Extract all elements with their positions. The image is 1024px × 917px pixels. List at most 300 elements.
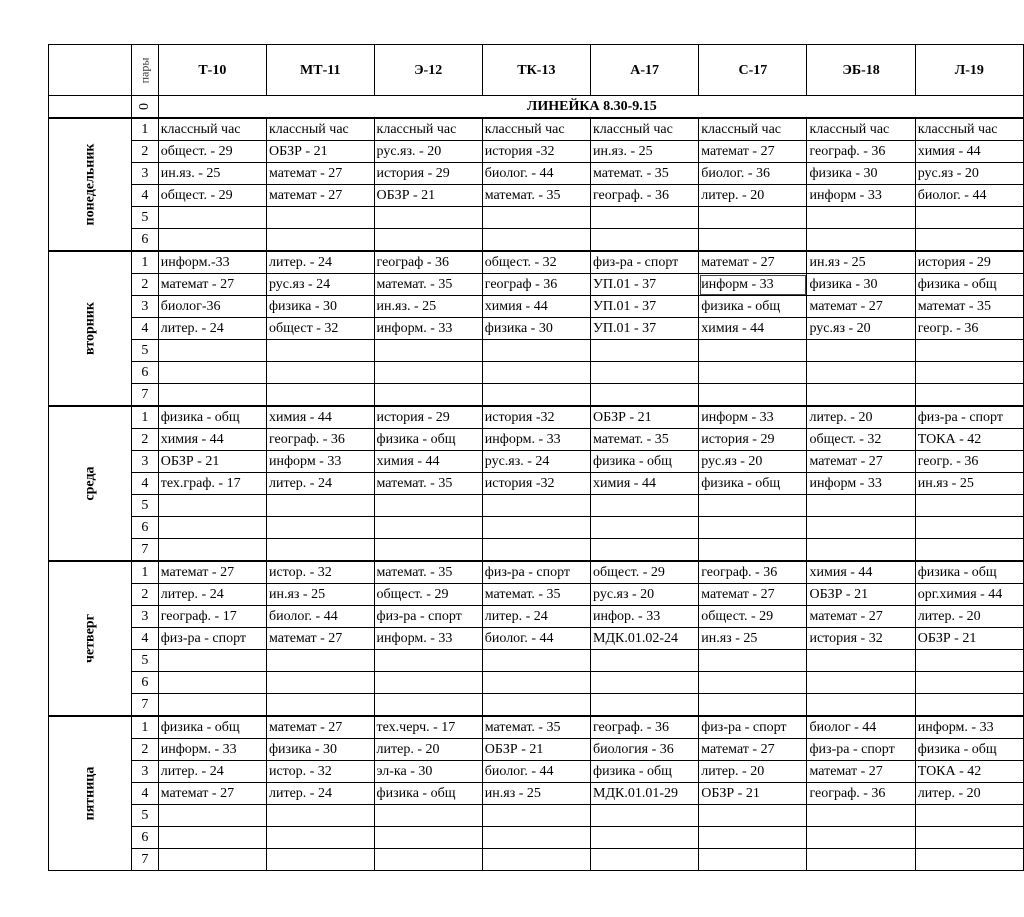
lesson-cell[interactable]	[915, 827, 1023, 849]
lesson-cell[interactable]	[374, 650, 482, 672]
lesson-cell[interactable]	[807, 384, 915, 407]
lesson-cell[interactable]	[266, 517, 374, 539]
lesson-cell[interactable]: математ - 27	[158, 561, 266, 584]
lesson-cell[interactable]	[158, 340, 266, 362]
lesson-cell[interactable]: математ. - 35	[374, 561, 482, 584]
lesson-cell[interactable]: биолог. - 44	[482, 163, 590, 185]
lesson-cell[interactable]: геогр. - 36	[915, 318, 1023, 340]
lesson-cell[interactable]	[807, 650, 915, 672]
lesson-cell[interactable]: ОБЗР - 21	[699, 783, 807, 805]
lesson-cell[interactable]	[591, 672, 699, 694]
lesson-cell[interactable]	[266, 362, 374, 384]
lesson-cell[interactable]	[482, 827, 590, 849]
lesson-cell[interactable]	[482, 495, 590, 517]
lesson-cell[interactable]: физика - общ	[915, 561, 1023, 584]
lesson-cell[interactable]	[591, 650, 699, 672]
lesson-cell[interactable]: литер. - 24	[158, 318, 266, 340]
lesson-cell[interactable]: биология - 36	[591, 739, 699, 761]
lesson-cell[interactable]: географ. - 36	[591, 716, 699, 739]
lesson-cell[interactable]: физика - общ	[591, 761, 699, 783]
lesson-cell[interactable]: литер. - 20	[374, 739, 482, 761]
lesson-cell[interactable]: тех.граф. - 17	[158, 473, 266, 495]
lesson-cell[interactable]: ОБЗР - 21	[591, 406, 699, 429]
lesson-cell[interactable]	[374, 340, 482, 362]
lesson-cell[interactable]: история - 29	[374, 406, 482, 429]
lesson-cell[interactable]: литер. - 24	[266, 783, 374, 805]
lesson-cell[interactable]: классный час	[158, 118, 266, 141]
lesson-cell[interactable]: история - 29	[374, 163, 482, 185]
lesson-cell[interactable]	[915, 694, 1023, 717]
lesson-cell[interactable]: математ - 27	[807, 451, 915, 473]
lesson-cell[interactable]	[266, 340, 374, 362]
lesson-cell[interactable]	[158, 384, 266, 407]
lesson-cell[interactable]: физика - общ	[591, 451, 699, 473]
group-header[interactable]: Л-19	[915, 45, 1023, 96]
lesson-cell[interactable]	[807, 805, 915, 827]
lesson-cell[interactable]: математ - 27	[699, 739, 807, 761]
lesson-cell[interactable]	[374, 539, 482, 562]
lesson-cell[interactable]: классный час	[266, 118, 374, 141]
lesson-cell[interactable]: математ. - 35	[482, 185, 590, 207]
lesson-cell[interactable]: классный час	[807, 118, 915, 141]
lesson-cell[interactable]	[591, 229, 699, 252]
lesson-cell[interactable]	[915, 672, 1023, 694]
lesson-cell[interactable]	[158, 362, 266, 384]
lesson-cell[interactable]	[374, 827, 482, 849]
lesson-cell[interactable]	[266, 827, 374, 849]
lesson-cell[interactable]	[158, 805, 266, 827]
lesson-cell[interactable]	[915, 207, 1023, 229]
lesson-cell[interactable]: математ. - 35	[591, 163, 699, 185]
lesson-cell[interactable]: биолог. - 44	[482, 761, 590, 783]
lesson-cell[interactable]: географ - 36	[482, 274, 590, 296]
lesson-cell[interactable]: геогр. - 36	[915, 451, 1023, 473]
lesson-cell[interactable]: физика - общ	[158, 716, 266, 739]
lesson-cell[interactable]: ин.яз. - 25	[374, 296, 482, 318]
lesson-cell[interactable]	[482, 849, 590, 871]
lesson-cell[interactable]: литер. - 24	[266, 473, 374, 495]
lesson-cell[interactable]: литер. - 24	[158, 761, 266, 783]
group-header[interactable]: С-17	[699, 45, 807, 96]
lesson-cell[interactable]	[158, 229, 266, 252]
lesson-cell[interactable]	[158, 827, 266, 849]
lesson-cell[interactable]: биолог. - 36	[699, 163, 807, 185]
lesson-cell[interactable]	[699, 694, 807, 717]
lesson-cell[interactable]	[266, 495, 374, 517]
lesson-cell[interactable]: информ.-33	[158, 251, 266, 274]
lesson-cell[interactable]: химия - 44	[915, 141, 1023, 163]
assembly-title[interactable]: ЛИНЕЙКА 8.30-9.15	[158, 96, 1023, 119]
lesson-cell[interactable]	[807, 694, 915, 717]
lesson-cell[interactable]	[374, 517, 482, 539]
lesson-row	[49, 473, 1024, 495]
lesson-cell[interactable]: общест. - 29	[699, 606, 807, 628]
lesson-cell[interactable]: информ - 33	[807, 473, 915, 495]
lesson-cell[interactable]: рус.яз - 20	[699, 451, 807, 473]
lesson-cell[interactable]: физика - 30	[266, 739, 374, 761]
lesson-cell[interactable]	[699, 650, 807, 672]
lesson-cell[interactable]	[699, 539, 807, 562]
lesson-cell[interactable]	[591, 340, 699, 362]
lesson-cell[interactable]	[591, 207, 699, 229]
lesson-cell[interactable]: химия - 44	[266, 406, 374, 429]
lesson-row	[49, 584, 1024, 606]
lesson-cell[interactable]: литер. - 24	[266, 251, 374, 274]
lesson-cell[interactable]	[482, 340, 590, 362]
lesson-cell[interactable]: ОБЗР - 21	[374, 185, 482, 207]
lesson-cell[interactable]: рус.яз - 24	[266, 274, 374, 296]
lesson-cell[interactable]: общест. - 32	[807, 429, 915, 451]
lesson-cell[interactable]: географ. - 36	[807, 783, 915, 805]
lesson-cell[interactable]: географ. - 36	[591, 185, 699, 207]
lesson-cell[interactable]: литер. - 24	[482, 606, 590, 628]
period-number: 4	[131, 783, 158, 805]
lesson-cell[interactable]: математ - 27	[699, 141, 807, 163]
lesson-row	[49, 207, 1024, 229]
lesson-cell[interactable]	[915, 340, 1023, 362]
lesson-cell[interactable]	[158, 672, 266, 694]
lesson-cell[interactable]	[266, 805, 374, 827]
lesson-cell[interactable]	[591, 694, 699, 717]
lesson-cell[interactable]: физика - общ	[699, 473, 807, 495]
lesson-cell[interactable]: ин.яз - 25	[915, 473, 1023, 495]
lesson-cell[interactable]	[266, 694, 374, 717]
lesson-cell[interactable]: математ - 27	[158, 783, 266, 805]
lesson-cell[interactable]: географ. - 36	[807, 141, 915, 163]
lesson-cell[interactable]	[699, 384, 807, 407]
lesson-cell[interactable]	[807, 849, 915, 871]
lesson-cell[interactable]	[591, 362, 699, 384]
lesson-cell[interactable]: классный час	[482, 118, 590, 141]
lesson-cell[interactable]: ОБЗР - 21	[915, 628, 1023, 650]
lesson-cell[interactable]	[482, 650, 590, 672]
lesson-cell[interactable]	[266, 849, 374, 871]
lesson-cell[interactable]: литер. - 20	[915, 783, 1023, 805]
lesson-cell[interactable]: физика - 30	[482, 318, 590, 340]
group-header[interactable]: Э-12	[374, 45, 482, 96]
lesson-cell[interactable]: информ - 33	[699, 406, 807, 429]
period-number: 5	[131, 340, 158, 362]
lesson-cell[interactable]	[807, 340, 915, 362]
lesson-cell[interactable]: физика - общ	[374, 429, 482, 451]
lesson-cell[interactable]: физ-ра - спорт	[915, 406, 1023, 429]
lesson-cell[interactable]: история - 29	[915, 251, 1023, 274]
lesson-cell[interactable]	[807, 539, 915, 562]
lesson-cell[interactable]: история - 32	[807, 628, 915, 650]
lesson-cell[interactable]: биолог - 44	[807, 716, 915, 739]
lesson-cell[interactable]: математ - 27	[807, 761, 915, 783]
lesson-cell[interactable]: ин.яз. - 25	[158, 163, 266, 185]
lesson-cell[interactable]	[266, 229, 374, 252]
lesson-cell[interactable]: инфор. - 33	[591, 606, 699, 628]
lesson-cell[interactable]: УП.01 - 37	[591, 274, 699, 296]
lesson-cell[interactable]: математ - 27	[266, 716, 374, 739]
lesson-cell[interactable]: географ. - 36	[266, 429, 374, 451]
lesson-cell[interactable]: ОБЗР - 21	[266, 141, 374, 163]
lesson-cell[interactable]	[591, 384, 699, 407]
lesson-cell[interactable]: общест. - 29	[591, 561, 699, 584]
lesson-cell[interactable]	[158, 539, 266, 562]
lesson-cell[interactable]	[915, 384, 1023, 407]
period-number: 4	[131, 318, 158, 340]
lesson-cell[interactable]	[591, 849, 699, 871]
lesson-cell[interactable]	[374, 362, 482, 384]
lesson-cell[interactable]: биолог-36	[158, 296, 266, 318]
lesson-cell[interactable]: математ - 27	[266, 163, 374, 185]
lesson-cell[interactable]: общест. - 32	[482, 251, 590, 274]
lesson-cell[interactable]	[158, 517, 266, 539]
lesson-cell[interactable]: физика - общ	[374, 783, 482, 805]
lesson-cell[interactable]: физика - общ	[699, 296, 807, 318]
lesson-cell[interactable]: математ. - 35	[482, 716, 590, 739]
lesson-cell[interactable]: рус.яз. - 24	[482, 451, 590, 473]
lesson-cell[interactable]: информ. - 33	[482, 429, 590, 451]
lesson-cell[interactable]: общест. - 29	[158, 185, 266, 207]
lesson-cell[interactable]: математ. - 35	[374, 274, 482, 296]
lesson-cell[interactable]: УП.01 - 37	[591, 296, 699, 318]
lesson-cell[interactable]: ин.яз - 25	[482, 783, 590, 805]
lesson-cell[interactable]	[158, 207, 266, 229]
lesson-cell[interactable]	[374, 805, 482, 827]
lesson-cell[interactable]	[482, 539, 590, 562]
lesson-cell[interactable]: классный час	[699, 118, 807, 141]
lesson-cell[interactable]: общест. - 29	[158, 141, 266, 163]
lesson-cell[interactable]	[807, 827, 915, 849]
lesson-cell[interactable]	[374, 694, 482, 717]
lesson-cell[interactable]	[591, 827, 699, 849]
lesson-cell[interactable]	[807, 362, 915, 384]
lesson-cell[interactable]	[915, 849, 1023, 871]
lesson-cell[interactable]: литер. - 20	[915, 606, 1023, 628]
lesson-cell[interactable]: ТОКА - 42	[915, 429, 1023, 451]
lesson-cell[interactable]	[591, 805, 699, 827]
lesson-cell[interactable]: физ-ра - спорт	[591, 251, 699, 274]
lesson-cell[interactable]	[915, 650, 1023, 672]
lesson-cell[interactable]	[807, 672, 915, 694]
lesson-cell[interactable]: эл-ка - 30	[374, 761, 482, 783]
period-number: 7	[131, 384, 158, 407]
lesson-cell[interactable]: МДК.01.01-29	[591, 783, 699, 805]
lesson-cell[interactable]	[807, 495, 915, 517]
lesson-cell[interactable]: физика - общ	[915, 739, 1023, 761]
lesson-cell[interactable]: информ - 33	[807, 185, 915, 207]
period-number: 2	[131, 739, 158, 761]
lesson-cell[interactable]: история -32	[482, 473, 590, 495]
lesson-cell[interactable]	[482, 517, 590, 539]
lesson-cell[interactable]	[591, 517, 699, 539]
group-header[interactable]: Т-10	[158, 45, 266, 96]
lesson-cell[interactable]: химия - 44	[482, 296, 590, 318]
lesson-cell[interactable]: химия - 44	[158, 429, 266, 451]
lesson-cell[interactable]	[374, 207, 482, 229]
lesson-cell[interactable]	[482, 362, 590, 384]
lesson-cell[interactable]: биолог. - 44	[482, 628, 590, 650]
lesson-cell[interactable]: информ - 33	[266, 451, 374, 473]
lesson-cell[interactable]	[591, 495, 699, 517]
lesson-cell[interactable]: общест - 32	[266, 318, 374, 340]
lesson-cell[interactable]	[699, 340, 807, 362]
lesson-cell[interactable]	[699, 805, 807, 827]
lesson-cell[interactable]: литер. - 20	[699, 185, 807, 207]
lesson-cell[interactable]	[699, 672, 807, 694]
lesson-cell[interactable]	[807, 229, 915, 252]
lesson-cell[interactable]: биолог. - 44	[915, 185, 1023, 207]
lesson-cell[interactable]: классный час	[915, 118, 1023, 141]
lesson-cell[interactable]: математ - 27	[699, 251, 807, 274]
lesson-cell[interactable]: рус.яз. - 20	[374, 141, 482, 163]
lesson-cell[interactable]	[915, 362, 1023, 384]
lesson-cell[interactable]	[699, 495, 807, 517]
lesson-cell[interactable]: физика - общ	[158, 406, 266, 429]
group-header[interactable]: ТК-13	[482, 45, 590, 96]
day-label-2	[49, 406, 132, 561]
lesson-cell[interactable]: географ. - 17	[158, 606, 266, 628]
lesson-cell[interactable]: математ - 35	[915, 296, 1023, 318]
lesson-cell[interactable]: физ-ра - спорт	[482, 561, 590, 584]
lesson-cell[interactable]	[374, 229, 482, 252]
lesson-cell[interactable]	[915, 805, 1023, 827]
lesson-cell[interactable]: общест. - 29	[374, 584, 482, 606]
lesson-cell[interactable]: литер. - 20	[699, 761, 807, 783]
lesson-cell[interactable]: ОБЗР - 21	[807, 584, 915, 606]
period-number: 1	[131, 251, 158, 274]
lesson-cell[interactable]: история -32	[482, 406, 590, 429]
lesson-cell[interactable]: рус.яз - 20	[915, 163, 1023, 185]
lesson-cell[interactable]	[374, 495, 482, 517]
lesson-cell[interactable]	[482, 384, 590, 407]
lesson-row	[49, 451, 1024, 473]
lesson-cell[interactable]: химия - 44	[591, 473, 699, 495]
period-number: 2	[131, 274, 158, 296]
lesson-cell[interactable]	[266, 650, 374, 672]
lesson-cell[interactable]	[482, 229, 590, 252]
lesson-cell[interactable]	[158, 694, 266, 717]
lesson-cell[interactable]: УП.01 - 37	[591, 318, 699, 340]
lesson-cell[interactable]	[266, 207, 374, 229]
lesson-cell[interactable]: ин.яз - 25	[807, 251, 915, 274]
lesson-cell[interactable]	[158, 650, 266, 672]
lesson-cell[interactable]: химия - 44	[699, 318, 807, 340]
lesson-cell[interactable]: литер. - 24	[158, 584, 266, 606]
lesson-cell[interactable]	[699, 362, 807, 384]
lesson-cell[interactable]	[158, 495, 266, 517]
lesson-cell[interactable]	[699, 517, 807, 539]
lesson-cell[interactable]	[482, 805, 590, 827]
group-header[interactable]: А-17	[591, 45, 699, 96]
lesson-cell[interactable]: физика - общ	[915, 274, 1023, 296]
period-number: 3	[131, 761, 158, 783]
lesson-cell[interactable]	[699, 849, 807, 871]
lesson-cell[interactable]: математ - 27	[807, 606, 915, 628]
lesson-cell[interactable]	[374, 384, 482, 407]
lesson-cell[interactable]	[374, 672, 482, 694]
lesson-cell[interactable]: географ. - 36	[699, 561, 807, 584]
lesson-cell[interactable]	[699, 207, 807, 229]
lesson-cell[interactable]: физ-ра - спорт	[807, 739, 915, 761]
lesson-cell[interactable]: физика - 30	[807, 274, 915, 296]
lesson-cell[interactable]	[807, 517, 915, 539]
lesson-cell[interactable]: рус.яз - 20	[591, 584, 699, 606]
lesson-cell[interactable]: географ - 36	[374, 251, 482, 274]
lesson-cell[interactable]	[699, 229, 807, 252]
lesson-cell[interactable]	[374, 849, 482, 871]
lesson-cell[interactable]: информ. - 33	[915, 716, 1023, 739]
lesson-cell[interactable]	[158, 849, 266, 871]
lesson-cell[interactable]: история -32	[482, 141, 590, 163]
lesson-cell[interactable]: математ - 27	[699, 584, 807, 606]
lesson-cell[interactable]	[266, 672, 374, 694]
lesson-cell[interactable]: математ. - 35	[482, 584, 590, 606]
lesson-cell[interactable]: ОБЗР - 21	[158, 451, 266, 473]
lesson-row	[49, 274, 1024, 296]
lesson-cell[interactable]: ин.яз. - 25	[591, 141, 699, 163]
lesson-cell[interactable]: химия - 44	[374, 451, 482, 473]
group-header[interactable]: ЭБ-18	[807, 45, 915, 96]
lesson-cell[interactable]	[591, 539, 699, 562]
lesson-cell[interactable]	[482, 694, 590, 717]
lesson-cell[interactable]	[699, 827, 807, 849]
lesson-cell[interactable]: ин.яз - 25	[699, 628, 807, 650]
lesson-cell[interactable]	[482, 207, 590, 229]
day-name: вторник	[82, 302, 98, 355]
lesson-cell[interactable]: ТОКА - 42	[915, 761, 1023, 783]
lesson-cell[interactable]: рус.яз - 20	[807, 318, 915, 340]
group-header[interactable]: МТ-11	[266, 45, 374, 96]
day-label-3	[49, 561, 132, 716]
lesson-cell[interactable]: математ - 27	[266, 628, 374, 650]
lesson-cell[interactable]: информ - 33	[699, 274, 807, 296]
lesson-cell[interactable]: математ - 27	[266, 185, 374, 207]
lesson-cell[interactable]: орг.химия - 44	[915, 584, 1023, 606]
lesson-cell[interactable]	[807, 207, 915, 229]
lesson-cell[interactable]: истор. - 32	[266, 561, 374, 584]
lesson-cell[interactable]: информ. - 33	[374, 318, 482, 340]
lesson-cell[interactable]: информ. - 33	[158, 739, 266, 761]
lesson-cell[interactable]: ОБЗР - 21	[482, 739, 590, 761]
lesson-cell[interactable]: математ. - 35	[374, 473, 482, 495]
lesson-cell[interactable]	[915, 495, 1023, 517]
lesson-cell[interactable]: история - 29	[699, 429, 807, 451]
lesson-cell[interactable]	[915, 229, 1023, 252]
lesson-cell[interactable]: тех.черч. - 17	[374, 716, 482, 739]
lesson-cell[interactable]: математ - 27	[807, 296, 915, 318]
lesson-cell[interactable]: литер. - 20	[807, 406, 915, 429]
lesson-cell[interactable]	[266, 384, 374, 407]
lesson-cell[interactable]: ин.яз - 25	[266, 584, 374, 606]
lesson-cell[interactable]	[266, 539, 374, 562]
lesson-row	[49, 141, 1024, 163]
lesson-cell[interactable]	[915, 539, 1023, 562]
lesson-cell[interactable]: математ - 27	[158, 274, 266, 296]
lesson-cell[interactable]: биолог. - 44	[266, 606, 374, 628]
lesson-cell[interactable]: классный час	[591, 118, 699, 141]
lesson-cell[interactable]: истор. - 32	[266, 761, 374, 783]
lesson-cell[interactable]: химия - 44	[807, 561, 915, 584]
lesson-cell[interactable]: физика - 30	[807, 163, 915, 185]
lesson-cell[interactable]: физ-ра - спорт	[699, 716, 807, 739]
lesson-cell[interactable]: информ. - 33	[374, 628, 482, 650]
lesson-cell[interactable]: классный час	[374, 118, 482, 141]
lesson-cell[interactable]	[482, 672, 590, 694]
lesson-cell[interactable]: физ-ра - спорт	[158, 628, 266, 650]
lesson-cell[interactable]: физ-ра - спорт	[374, 606, 482, 628]
header-row	[49, 45, 1024, 96]
lesson-cell[interactable]: МДК.01.02-24	[591, 628, 699, 650]
day-label-4	[49, 716, 132, 871]
lesson-cell[interactable]: физика - 30	[266, 296, 374, 318]
lesson-cell[interactable]: математ. - 35	[591, 429, 699, 451]
lesson-cell[interactable]	[915, 517, 1023, 539]
